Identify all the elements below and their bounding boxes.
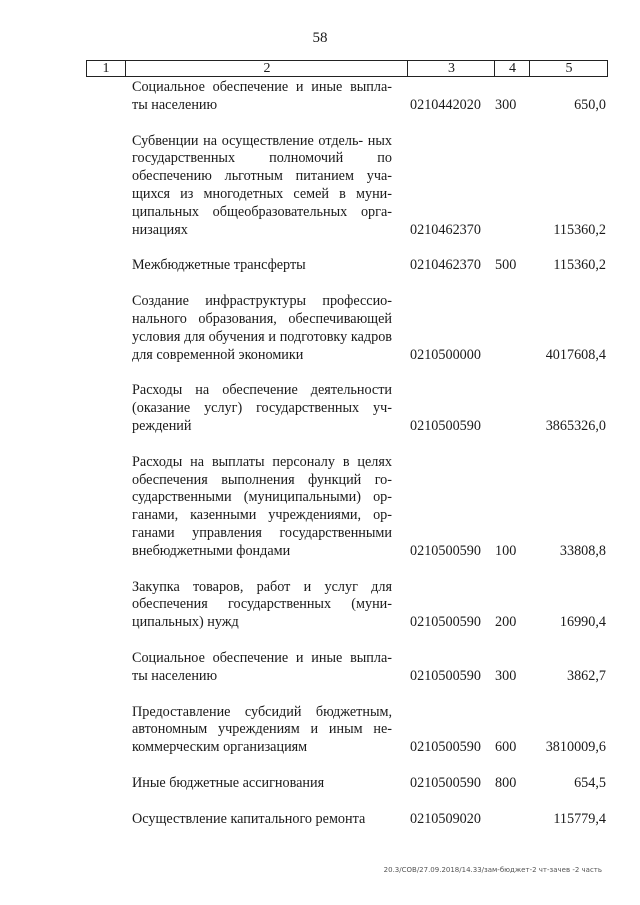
row-description: Закупка товаров, работ и услуг для обеспечения государственных (муни- ципальных) нужд (132, 578, 392, 631)
row-description: Расходы на обеспечение деятельности (оказание услуг) государственных уч- реждений (132, 382, 392, 434)
row-amount: 16990,4 (559, 614, 606, 631)
table-row (0, 382, 640, 435)
header-col-1: 1 (102, 61, 110, 76)
row-description: Социальное обеспечение и иные выпла- ты населению (132, 79, 392, 113)
header-col-3: 3 (407, 61, 495, 76)
row-description: Создание инфраструктуры профессио- нального образования, обеспечивающей условия для обучения и подготовку кадров для современной экономики (132, 293, 392, 363)
row-description: Межбюджетные трансферты (132, 257, 306, 274)
table-header-row (86, 60, 608, 77)
row-code: 0210500590 (410, 417, 481, 434)
row-type: 200 (495, 614, 517, 631)
row-amount: 4017608,4 (545, 346, 606, 363)
table-row (0, 775, 640, 793)
row-amount: 3865326,0 (545, 417, 606, 434)
row-description: Социальное обеспечение и иные выпла- ты населению (132, 649, 392, 684)
row-type: 800 (495, 774, 517, 791)
row-amount: 3862,7 (566, 667, 606, 684)
table-row (0, 257, 640, 275)
table-row (0, 579, 640, 632)
row-amount: 33808,8 (559, 542, 606, 559)
table-body (0, 79, 640, 829)
row-description: Субвенции на осуществление отдель- ных государственных полномочий по обеспечению льготным питанием уча- щихся из многодетных семей в муни- ципальных общеобразовательных орга- низациях (132, 132, 392, 238)
row-description: Иные бюджетные ассигнования (132, 774, 325, 791)
table-row (0, 79, 640, 115)
table-row (0, 133, 640, 240)
row-code: 0210462370 (410, 221, 481, 238)
row-code: 0210500590 (410, 774, 481, 791)
row-type: 100 (495, 542, 517, 559)
row-code: 0210509020 (410, 810, 481, 827)
row-type: 300 (495, 96, 517, 113)
row-amount: 115779,4 (553, 810, 606, 827)
row-amount: 654,5 (574, 774, 606, 791)
row-amount: 115360,2 (553, 221, 606, 238)
row-code: 0210442020 (410, 96, 481, 113)
row-code: 0210462370 (410, 257, 481, 274)
row-type: 600 (495, 739, 517, 756)
row-code: 0210500590 (410, 542, 481, 559)
table-row (0, 293, 640, 364)
header-col-4: 4 (494, 61, 530, 76)
row-code: 0210500590 (410, 667, 481, 684)
page-number: 58 (312, 30, 328, 46)
table-row (0, 811, 640, 829)
header-col-2: 2 (125, 61, 408, 76)
row-type: 500 (495, 257, 517, 274)
row-amount: 3810009,6 (545, 739, 606, 756)
row-type: 300 (495, 667, 517, 684)
row-description: Расходы на выплаты персоналу в целях обеспечения выполнения функций го- сударственными (муниципальными) ор- ганами, казенными учреждениями, ор- ганами управления государственными внебюджетными фондами (132, 453, 392, 559)
table-row (0, 650, 640, 686)
row-code: 0210500590 (410, 614, 481, 631)
row-description: Осуществление капитального ремонта (132, 810, 366, 827)
table-row (0, 704, 640, 757)
row-description: Предоставление субсидий бюджетным, автономным учреждениям и иным не- коммерческим организациям (132, 703, 392, 756)
header-col-5: 5 (529, 61, 608, 76)
document-footer-code: 20.3/СОВ/27.09.2018/14.33/зам-бюджет-2 чт-зачев -2 часть (383, 866, 602, 874)
row-amount: 650,0 (574, 96, 606, 113)
row-code: 0210500590 (410, 739, 481, 756)
row-amount: 115360,2 (553, 257, 606, 274)
row-code: 0210500000 (410, 346, 481, 363)
table-row (0, 454, 640, 561)
